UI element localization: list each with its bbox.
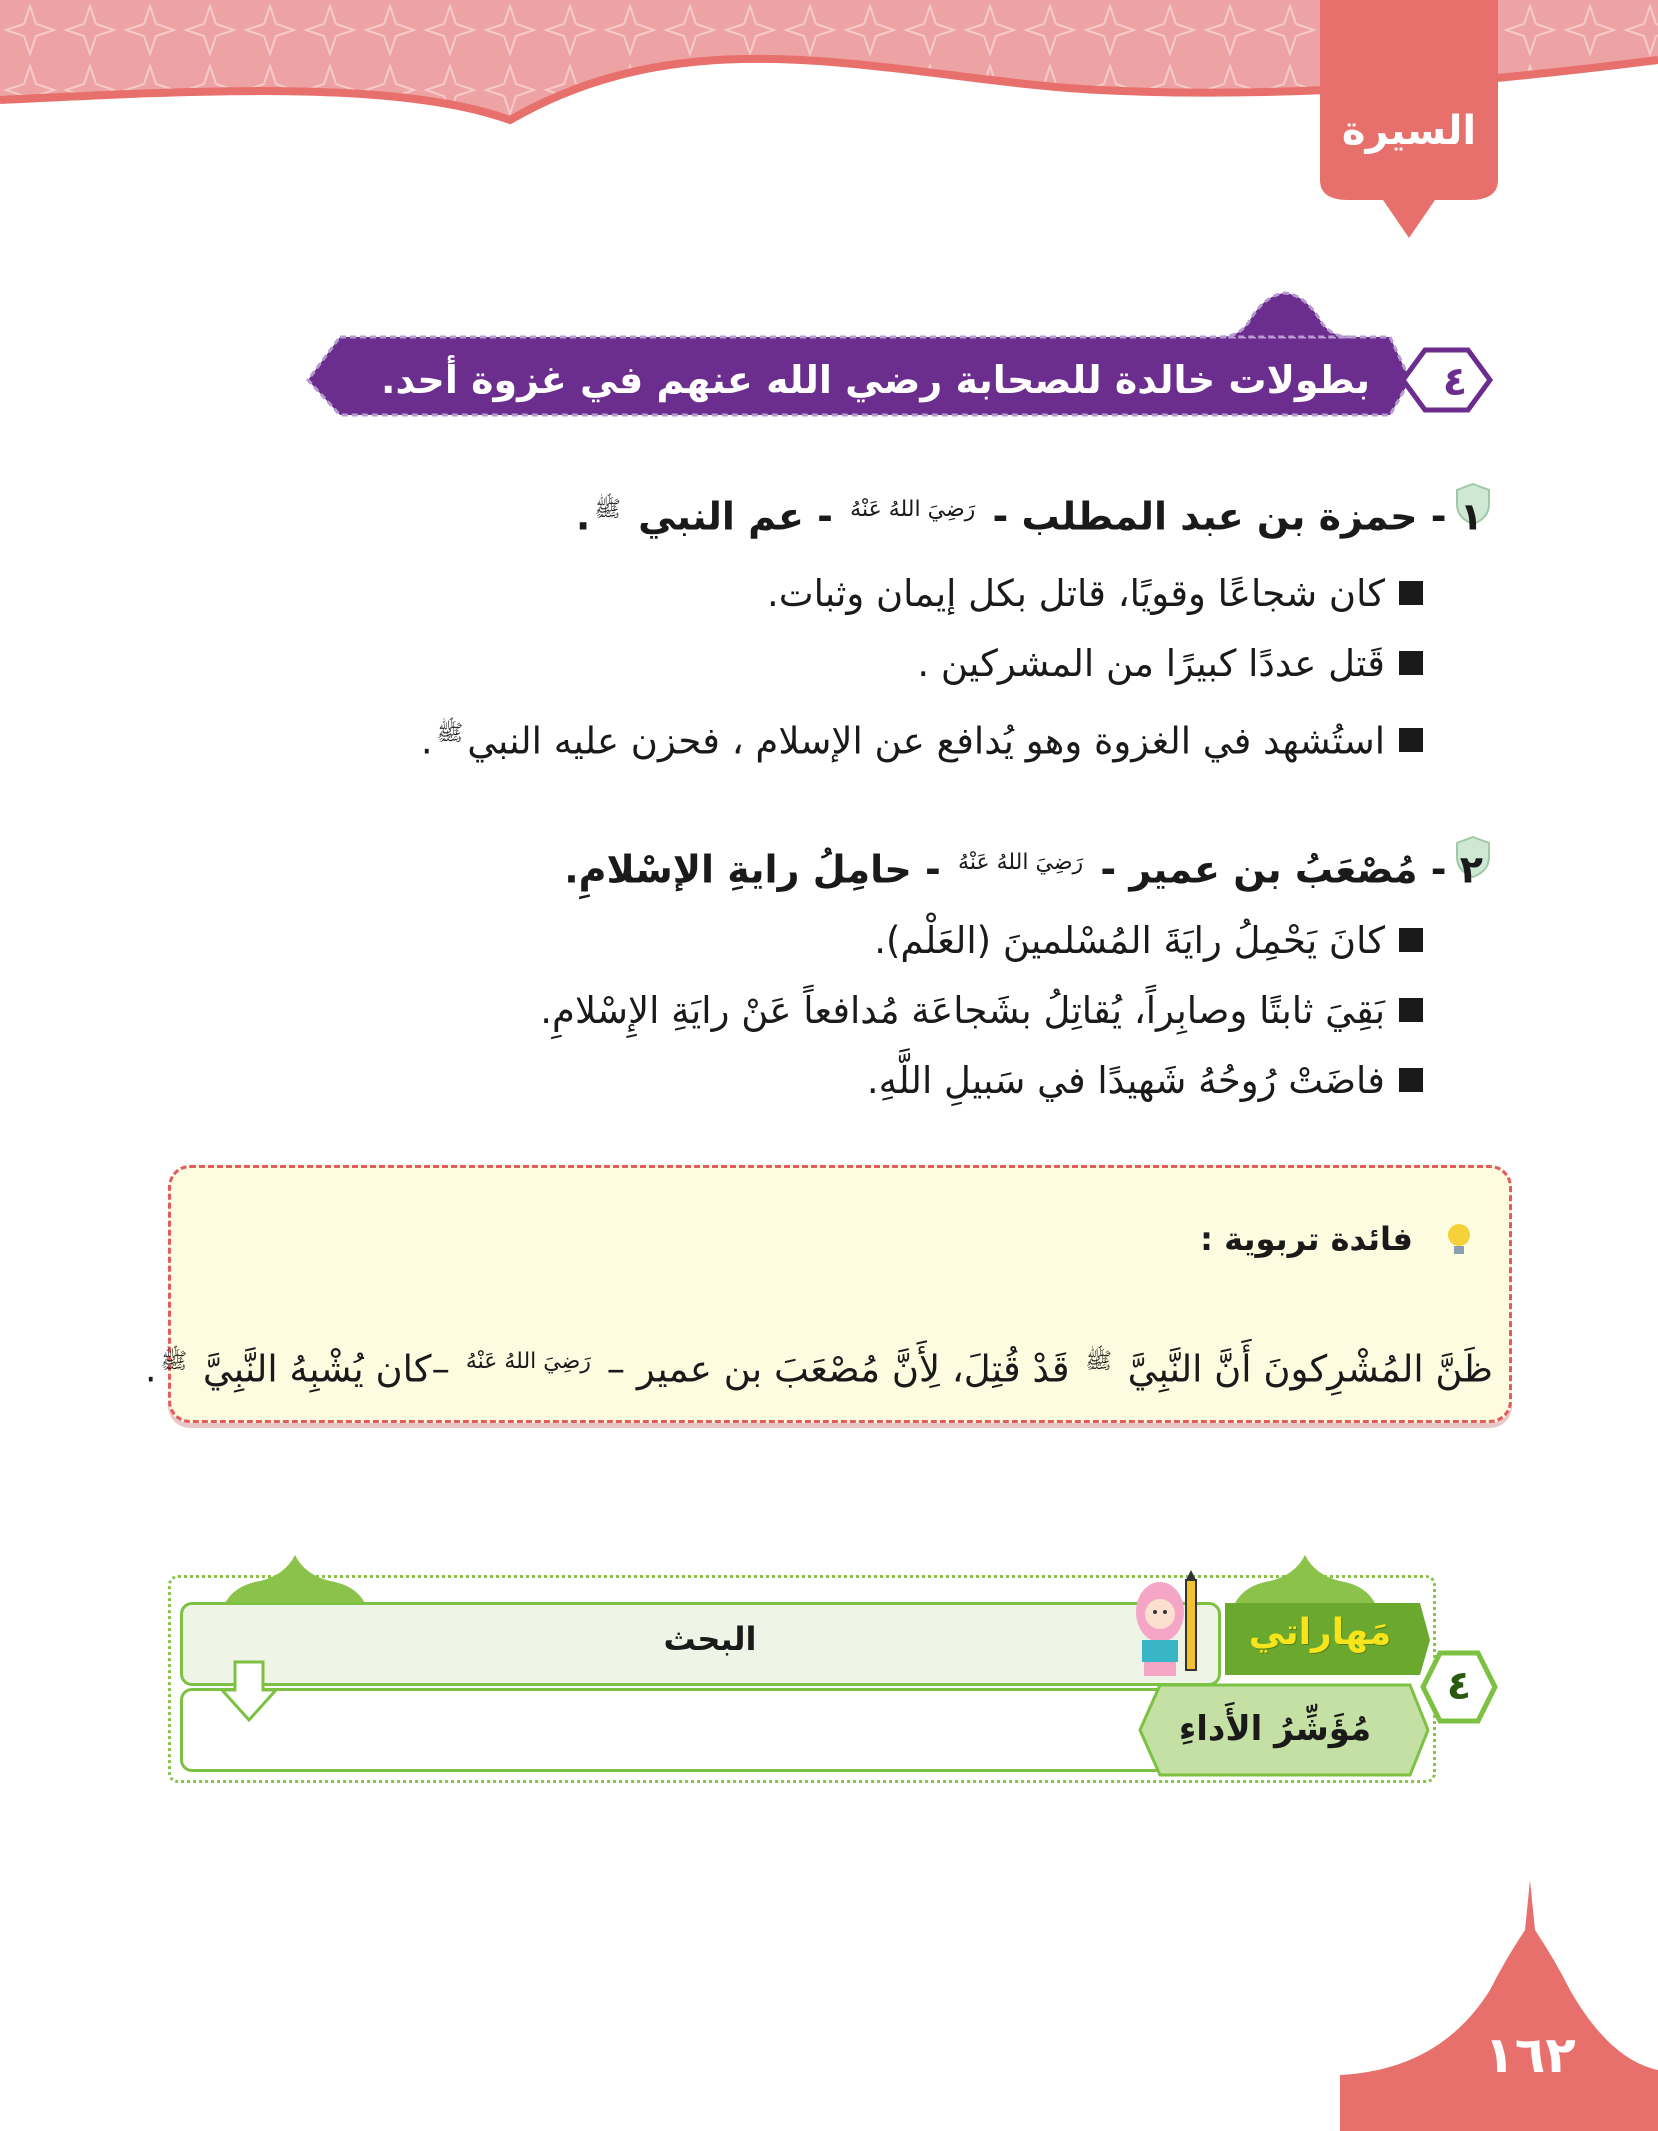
square-bullet-icon (1399, 998, 1423, 1022)
research-label: البحث (663, 1620, 757, 1658)
square-bullet-icon (1399, 1068, 1423, 1092)
list-item: كان شجاعًا وقويًا، قاتل بكل إيمان وثبات. (767, 565, 1423, 623)
square-bullet-icon (1399, 728, 1423, 752)
companion-2-epithet: حامِلُ رايةِ الإسْلامِ. (564, 847, 912, 892)
down-arrow-icon (220, 1660, 278, 1722)
companion-1-heading: ١ - حمزة بن عبد المطلب - $^{رَضِيَ اللهُ عَنْهُ}$ - عم النبي $^ﷺ$. (575, 494, 1483, 539)
companion-1-name: حمزة بن عبد المطلب (1021, 494, 1418, 539)
salawat-1: ﷺ (594, 497, 621, 522)
square-bullet-icon (1399, 581, 1423, 605)
companion-1-epithet: عم النبي (638, 494, 804, 539)
salawat-2: ﷺ (436, 721, 464, 746)
girl-reading-icon (1130, 1570, 1210, 1680)
footer-dome (1340, 1870, 1658, 2131)
list-item: كانَ يَحْمِلُ رايَةَ المُسْلمينَ (العَلْم). (874, 912, 1423, 970)
benefit-title: فائدة تربوية : (1200, 1220, 1413, 1258)
square-bullet-icon (1399, 651, 1423, 675)
page-number: ١٦٢ (1484, 2026, 1576, 2084)
section-title: بطولات خالدة للصحابة رضي الله عنهم في غزوة أحد. (381, 358, 1370, 402)
list-item: فاضَتْ رُوحُهُ شَهيدًا في سَبيلِ اللَّهِ. (867, 1052, 1423, 1110)
salawat-3: ﷺ (1085, 1349, 1112, 1374)
skills-label: مَهاراتي (1248, 1612, 1392, 1653)
companion-2-number: ٢ (1459, 847, 1483, 892)
list-item: قَتل عددًا كبيرًا من المشركين . (917, 635, 1423, 693)
companion-2-heading: ٢ - مُصْعَبُ بن عمير - $^{رَضِيَ اللهُ عَنْهُ}$ - حامِلُ رايةِ الإسْلامِ. (564, 847, 1483, 892)
radiyallah-1: رَضِيَ اللهُ عَنْهُ (850, 497, 976, 522)
companion-2-name: مُصْعَبُ بن عمير (1129, 847, 1418, 892)
companion-1-number: ١ (1459, 494, 1483, 539)
radiyallah-2: رَضِيَ اللهُ عَنْهُ (958, 850, 1084, 875)
performance-indicator-label: مُؤَشِّرُ الأَداءِ (1178, 1709, 1372, 1749)
list-item: بَقِيَ ثابتًا وصابِراً، يُقاتِلُ بشَجاعَة مُدافعاً عَنْ رايَةِ الإِسْلامِ. (540, 982, 1423, 1040)
chapter-title: السيرة (1341, 108, 1477, 154)
salawat-4: ﷺ (160, 1349, 188, 1374)
skills-number: ٤ (1446, 1663, 1472, 1709)
benefit-text: ظَنَّ المُشْرِكونَ أَنَّ النَّبِيَّ $^ﷺ$ قَدْ قُتِلَ، لِأَنَّ مُصْعَبَ بن عمير – $^{رَضِيَ اللهُ عَنْهُ}$ –كان يُشْبِهُ النَّبِيَّ $^ﷺ$. (144, 1347, 1493, 1391)
lightbulb-icon (1445, 1222, 1473, 1258)
list-item: استُشهد في الغزوة وهو يُدافع عن الإسلام ، فحزن عليه النبي$^ﷺ$. (421, 705, 1423, 763)
square-bullet-icon (1399, 928, 1423, 952)
section-number: ٤ (1442, 359, 1468, 405)
radiyallah-3: رَضِيَ اللهُ عَنْهُ (465, 1349, 591, 1374)
indicator-row[interactable] (180, 1688, 1221, 1772)
